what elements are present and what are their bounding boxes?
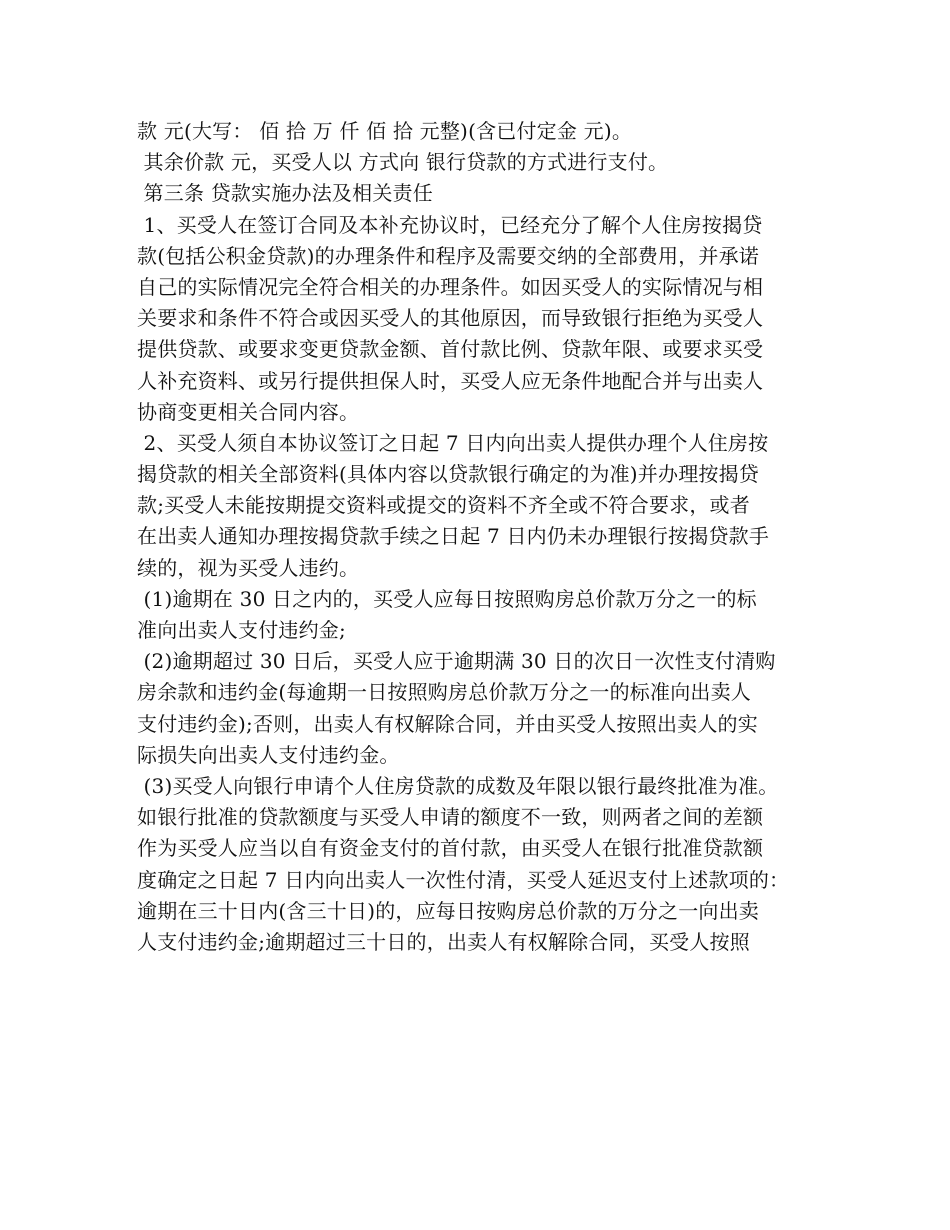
text-line: 揭贷款的相关全部资料(具体内容以贷款银行确定的为准)并办理按揭贷	[137, 462, 760, 487]
text-line: 其余价款 元，买受人以 方式向 银行贷款的方式进行支付。	[137, 150, 669, 175]
text-line: 人支付违约金;逾期超过三十日的，出卖人有权解除合同，买受人按照	[137, 929, 750, 954]
text-line: 自己的实际情况完全符合相关的办理条件。如因买受人的实际情况与相	[137, 274, 764, 299]
text-line: 在出卖人通知办理按揭贷款手续之日起 7 日内仍未办理银行按揭贷款手	[137, 524, 770, 549]
text-line: 际损失向出卖人支付违约金。	[137, 742, 400, 767]
text-line: 2、买受人须自本协议签订之日起 7 日内向出卖人提供办理个人住房按	[137, 430, 769, 455]
text-line: (3)买受人向银行申请个人住房贷款的成数及年限以银行最终批准为准。	[137, 773, 779, 798]
section-heading: 第三条 贷款实施办法及相关责任	[137, 181, 433, 206]
text-line: 支付违约金);否则，出卖人有权解除合同，并由买受人按照出卖人的实	[137, 711, 758, 736]
text-line: 关要求和条件不符合或因买受人的其他原因，而导致银行拒绝为买受人	[137, 306, 764, 331]
document-body	[137, 116, 837, 958]
text-line: 度确定之日起 7 日内向出卖人一次性付清，买受人延迟支付上述款项的：	[137, 867, 790, 892]
text-line: 1、买受人在签订合同及本补充协议时，已经充分了解个人住房按揭贷	[137, 212, 763, 237]
text-line: 作为买受人应当以自有资金支付的首付款，由买受人在银行批准贷款额	[137, 836, 764, 861]
text-line: 款 元(大写： 佰 拾 万 仟 佰 拾 元整)(含已付定金 元)。	[137, 119, 633, 143]
text-line: 逾期在三十日内(含三十日)的，应每日按购房总价款的万分之一向出卖	[137, 898, 760, 923]
text-line: 房余款和违约金(每逾期一日按照购房总价款万分之一的标准向出卖人	[137, 680, 752, 705]
text-line: 准向出卖人支付违约金;	[137, 618, 346, 642]
text-line: 如银行批准的贷款额度与买受人申请的额度不一致，则两者之间的差额	[137, 805, 764, 830]
text-line: 协商变更相关合同内容。	[137, 399, 360, 424]
text-line: 续的，视为买受人违约。	[137, 555, 360, 580]
text-line: 款;买受人未能按期提交资料或提交的资料不齐全或不符合要求，或者	[137, 493, 750, 518]
text-line: (1)逾期在 30 日之内的，买受人应每日按照购房总价款万分之一的标	[137, 586, 757, 611]
text-line: 人补充资料、或另行提供担保人时，买受人应无条件地配合并与出卖人	[137, 368, 764, 393]
text-line: 款(包括公积金贷款)的办理条件和程序及需要交纳的全部费用，并承诺	[137, 243, 760, 268]
text-line: (2)逾期超过 30 日后，买受人应于逾期满 30 日的次日一次性支付清购	[137, 649, 776, 674]
text-line: 提供贷款、或要求变更贷款金额、首付款比例、贷款年限、或要求买受	[137, 337, 764, 362]
